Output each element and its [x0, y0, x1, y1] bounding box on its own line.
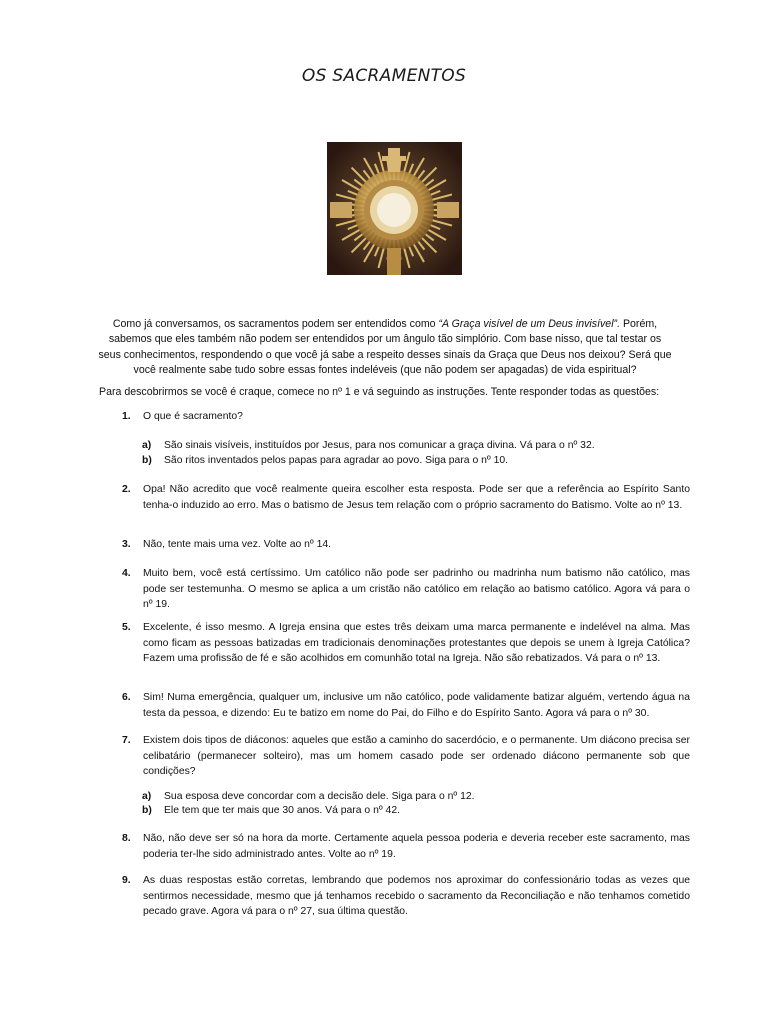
item-text: Existem dois tipos de diáconos: aqueles que estão a caminho do sacerdócio, e o permanente. Um diácono precisa ser celibatário (permanecer solteiro), mas um homem casado pode ser ordenado diácono permanente sob que condições? [143, 735, 690, 778]
option-text: São ritos inventados pelos papas para agradar ao povo. Siga para o nº 10. [164, 455, 509, 466]
item-text: O que é sacramento? [143, 411, 243, 422]
option-letter: a) [142, 440, 152, 451]
item-number: 8. [122, 833, 131, 844]
item-text: Muito bem, você está certíssimo. Um católico não pode ser padrinho ou madrinha num batismo não católico, mas pode ser testemunha. O mesmo se aplica a um cristão não católico em relação ao batismo católico. Agora vá para o nº 19. [143, 568, 690, 611]
option-text: Sua esposa deve concordar com a decisão dele. Siga para o nº 12. [164, 791, 475, 802]
item-number: 7. [122, 735, 131, 746]
option-letter: b) [142, 455, 152, 466]
item-text: Não, tente mais uma vez. Volte ao nº 14. [143, 539, 332, 550]
intro-text-start: Como já conversamos, os sacramentos podem ser entendidos como [112, 318, 439, 330]
option-letter: b) [142, 805, 152, 816]
item-number: 6. [122, 692, 131, 703]
intro-text-end: Porém, sabemos que eles também não podem ser entendidos por um ângulo tão simplório. Com base nisso, que tal testar os seus conhecimentos, respondendo o que você já sabe a respeito desses sinais da Graça que Deus nos deixou? Será que você realmente sabe tudo sobre essas fontes indeléveis (que não podem ser apagadas) de vida espiritual? [98, 318, 672, 377]
page-title: OS SACRAMENTOS [301, 66, 467, 86]
item-number: 1. [122, 411, 131, 422]
item-text: Não, não deve ser só na hora da morte. Certamente aquela pessoa poderia e deveria receber este sacramento, mas poderia ter-lhe sido administrado antes. Volte ao nº 19. [143, 833, 690, 860]
item-number: 3. [122, 539, 131, 550]
item-number: 4. [122, 568, 131, 579]
option-letter: a) [142, 791, 152, 802]
option-text: Ele tem que ter mais que 30 anos. Vá para o nº 42. [164, 805, 400, 816]
instructions-paragraph: Para descobrirmos se você é craque, comece no nº 1 e vá seguindo as instruções. Tente responder todas as questões: [99, 386, 660, 398]
item-number: 9. [122, 875, 131, 886]
item-text: As duas respostas estão corretas, lembrando que podemos nos aproximar do confessionário todas as vezes que sentirmos necessidade, mesmo que já tenhamos recebido o sacramento da Reconciliação e não tenhamos cometido pecado grave. Agora vá para o nº 27, sua última questão. [143, 875, 690, 918]
item-text: Opa! Não acredito que você realmente queira escolher esta resposta. Pode ser que a referência ao Espírito Santo tenha-o induzido ao erro. Mas o batismo de Jesus tem relação com o próprio sacramento do Batismo. Volte ao nº 13. [143, 484, 690, 511]
item-text: Sim! Numa emergência, qualquer um, inclusive um não católico, pode validamente batizar alguém, vertendo água na testa da pessoa, e dizendo: Eu te batizo em nome do Pai, do Filho e do Espírito Santo. Agora vá para o nº 30. [143, 692, 690, 719]
item-text: Excelente, é isso mesmo. A Igreja ensina que estes três deixam uma marca permanente e indelével na alma. Mas como ficam as pessoas batizadas em tradicionais denominações protestantes que depois se unem à Igreja Católica? Fazem uma profissão de fé e são acolhidos em comunhão total na Igreja. Não são rebatizados. Vá para o nº 13. [143, 622, 690, 665]
option-text: São sinais visíveis, instituídos por Jesus, para nos comunicar a graça divina. Vá para o nº 32. [164, 440, 595, 451]
item-number: 2. [122, 484, 131, 495]
intro-quote: “A Graça visível de um Deus invisível”. [438, 318, 621, 330]
intro-paragraph [98, 317, 672, 379]
monstrance-photo [327, 142, 462, 275]
item-number: 5. [122, 622, 131, 633]
